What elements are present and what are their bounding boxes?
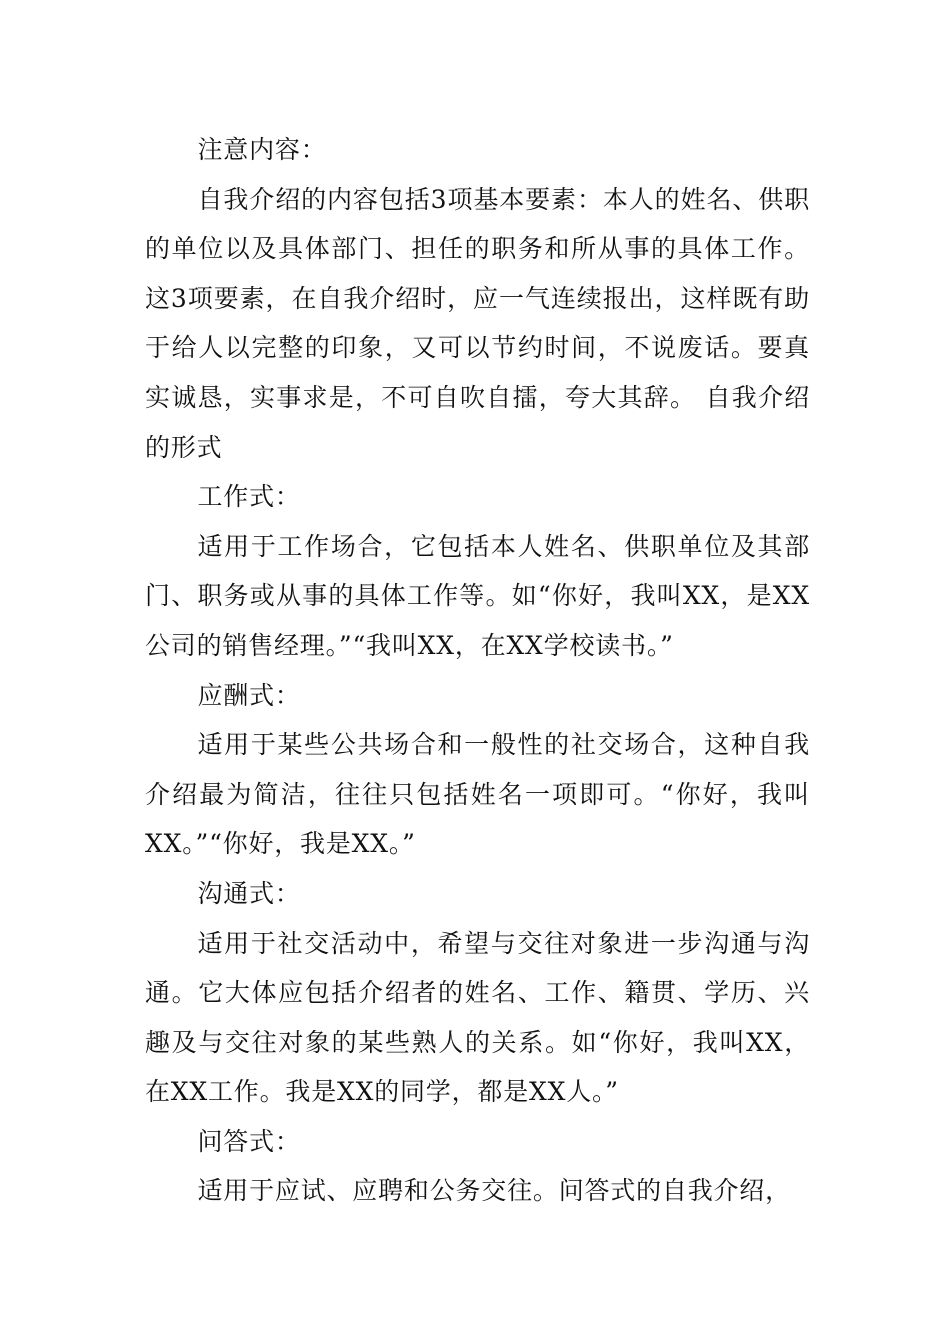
heading-communication-style: 沟通式： [197, 878, 301, 908]
heading-qa-style: 问答式： [197, 1126, 301, 1156]
heading-notes: 注意内容： [197, 135, 327, 164]
paragraph-work-style: 适用于工作场合，它包括本人姓名、供职单位及其部门、职务或从事的具体工作等。如“你好，我叫XX，是XX公司的销售经理。”“我叫XX，在XX学校读书。” [145, 531, 810, 660]
paragraph-communication-style: 适用于社交活动中，希望与交往对象进一步沟通与沟通。它大体应包括介绍者的姓名、工作、籍贯、学历、兴趣及与交往对象的某些熟人的关系。如“你好，我叫XX，在XX工作。我是XX的同学，都是XX人。” [145, 928, 810, 1107]
heading-social-style: 应酬式： [197, 680, 301, 710]
paragraph-content-elements: 自我介绍的内容包括3项基本要素：本人的姓名、供职的单位以及具体部门、担任的职务和所从事的具体工作。这3项要素，在自我介绍时，应一气连续报出，这样既有助于给人以完整的印象，又可以节约时间，不说废话。要真实诚恳，实事求是，不可自吹自擂，夸大其辞。 自我介绍的形式 [145, 184, 810, 462]
document-body [145, 125, 810, 1216]
paragraph-social-style: 适用于某些公共场合和一般性的社交场合，这种自我介绍最为简洁，往往只包括姓名一项即可。“你好，我叫XX。”“你好，我是XX。” [145, 730, 810, 859]
paragraph-qa-style: 适用于应试、应聘和公务交往。问答式的自我介绍， [197, 1176, 791, 1206]
heading-work-style: 工作式： [197, 482, 301, 512]
